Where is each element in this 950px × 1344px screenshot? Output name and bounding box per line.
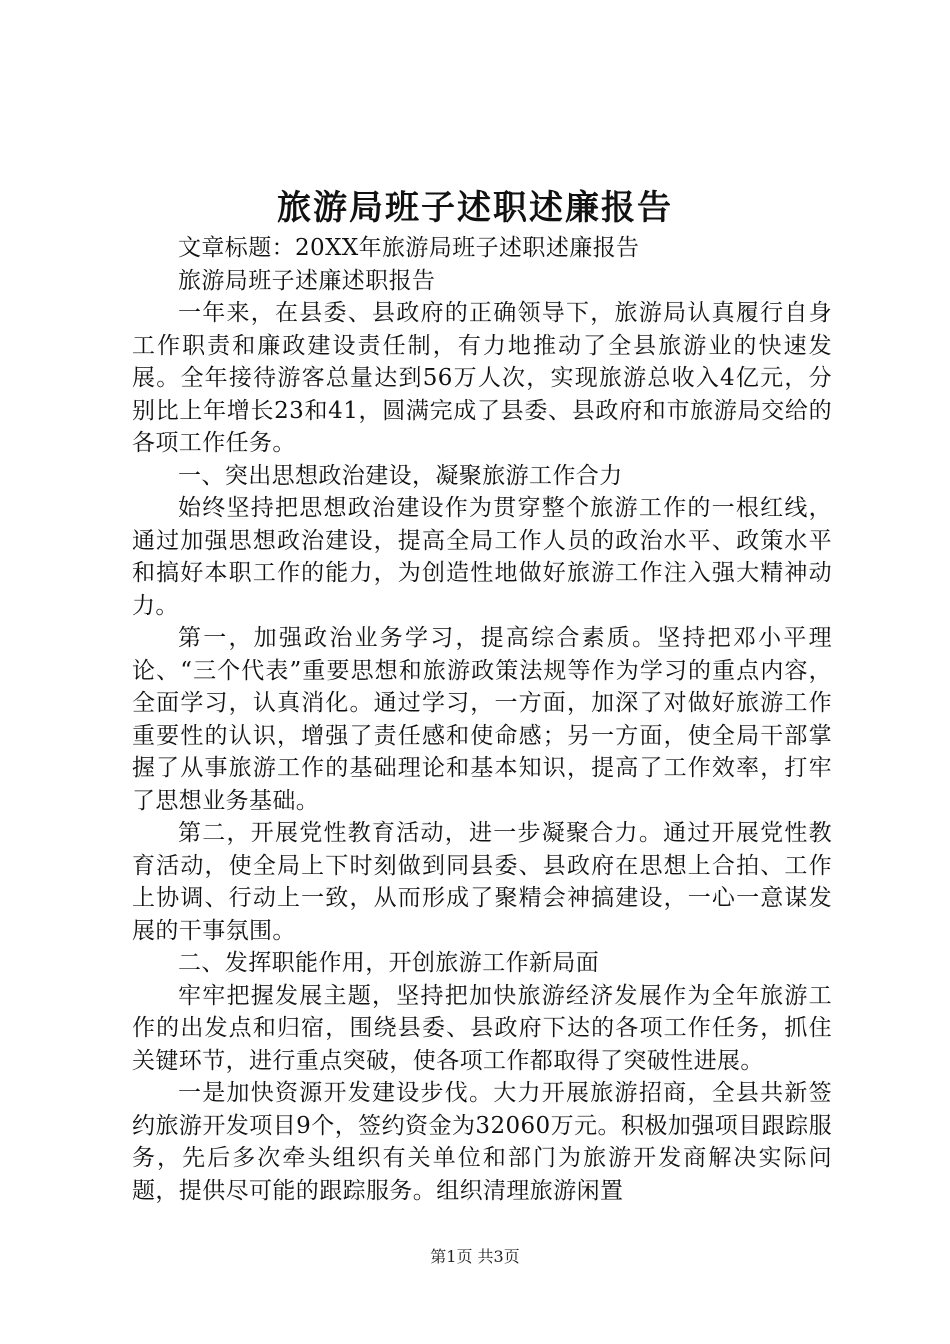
- paragraph-point-1: 第一，加强政治业务学习，提高综合素质。坚持把邓小平理论、“三个代表”重要思想和旅游政策法规等作为学习的重点内容，全面学习，认真消化。通过学习，一方面，加深了对做好旅游工作重要性的认识，增强了责任感和使命感；另一方面，使全局干部掌握了从事旅游工作的基础理论和基本知识，提高了工作效率，打牢了思想业务基础。: [132, 625, 832, 814]
- page-footer: 第1页 共3页: [430, 1247, 520, 1266]
- section-heading-2: 二、发挥职能作用，开创旅游工作新局面: [178, 950, 600, 976]
- paragraph-section-2: 牢牢把握发展主题，坚持把加快旅游经济发展作为全年旅游工作的出发点和归宿，围绕县委、县政府下达的各项工作任务，抓住关键环节，进行重点突破，使各项工作都取得了突破性进展。: [132, 982, 832, 1074]
- document-title: 旅游局班子述职述廉报告: [277, 188, 673, 228]
- document-body: [132, 232, 832, 1207]
- section-heading-1: 一、突出思想政治建设，凝聚旅游工作合力: [178, 462, 623, 489]
- paragraph-section-1: 始终坚持把思想政治建设作为贯穿整个旅游工作的一根红线，通过加强思想政治建设，提高全局工作人员的政治水平、政策水平和搞好本职工作的能力，为创造性地做好旅游工作注入强大精神动力。: [132, 495, 832, 619]
- paragraph-point-2: 第二，开展党性教育活动，进一步凝聚合力。通过开展党性教育活动，使全局上下时刻做到同县委、县政府在思想上合拍、工作上协调、行动上一致，从而形成了聚精会神搞建设，一心一意谋发展的干事氛围。: [132, 820, 832, 944]
- paragraph-subtitle: 旅游局班子述廉述职报告: [178, 267, 436, 294]
- paragraph-intro: 一年来，在县委、县政府的正确领导下，旅游局认真履行自身工作职责和廉政建设责任制，有力地推动了全县旅游业的快速发展。全年接待游客总量达到56万人次，实现旅游总收入4亿元，分别比上年增长23和41，圆满完成了县委、县政府和市旅游局交给的各项工作任务。: [132, 300, 832, 456]
- paragraph-article-title: 文章标题：20XX年旅游局班子述职述廉报告: [178, 235, 640, 261]
- paragraph-item-1: 一是加快资源开发建设步伐。大力开展旅游招商，全县共新签约旅游开发项目9个，签约资金为32060万元。积极加强项目跟踪服务，先后多次牵头组织有关单位和部门为旅游开发商解决实际问题，提供尽可能的跟踪服务。组织清理旅游闲置: [132, 1080, 832, 1204]
